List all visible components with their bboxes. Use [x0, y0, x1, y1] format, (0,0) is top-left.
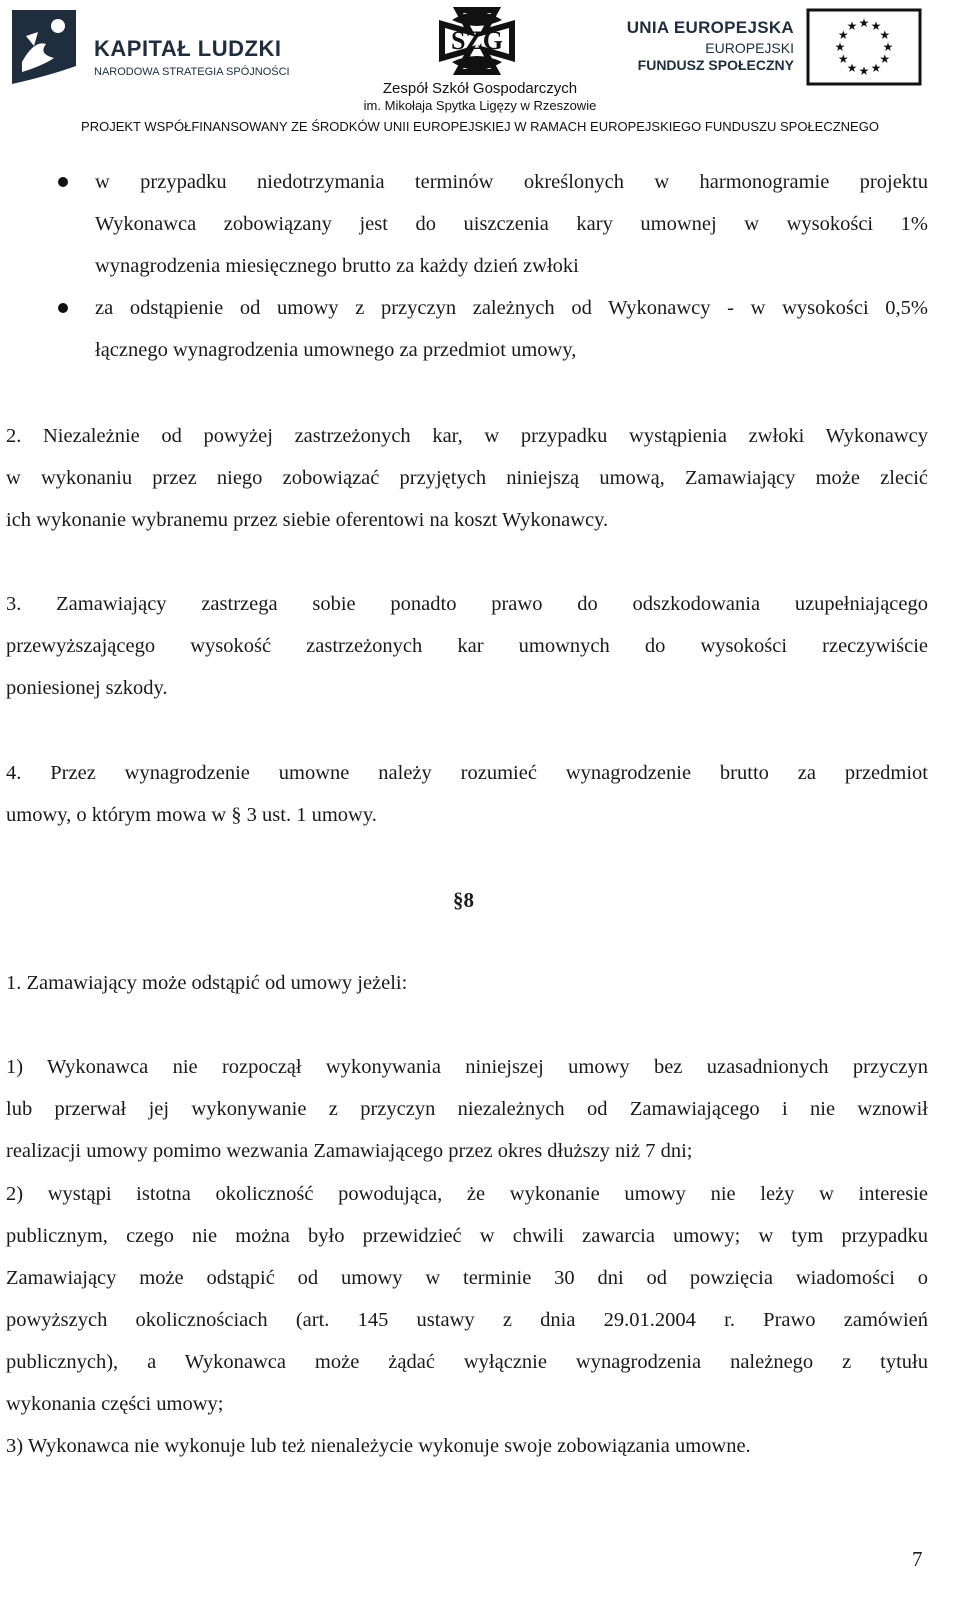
- eu-star-icon: ★: [870, 19, 882, 34]
- section-8-item-2-line-5: publicznych), a Wykonawca może żądać wyłącznie wynagrodzenia należnego z tytułu: [6, 1351, 928, 1373]
- section-8-item-2-line-2: publicznym, czego nie można było przewidzieć w chwili zawarcia umowy; w tym przypadku: [6, 1225, 928, 1247]
- section-8-item-2-line-1: 2) wystąpi istotna okoliczność powodująca, że wykonanie umowy nie leży w interesie: [6, 1183, 928, 1205]
- paragraph-4-line-2: umowy, o którym mowa w § 3 ust. 1 umowy.: [6, 804, 377, 826]
- section-8-item-2-line-4: powyższych okolicznościach (art. 145 ustawy z dnia 29.01.2004 r. Prawo zamówień: [6, 1309, 928, 1331]
- section-8-item-1-line-1: 1) Wykonawca nie rozpoczął wykonywania niniejszej umowy bez uzasadnionych przyczyn: [6, 1056, 928, 1078]
- eu-subtitle-2: FUNDUSZ SPOŁECZNY: [637, 57, 794, 73]
- eu-subtitle-1: EUROPEJSKI: [705, 40, 794, 56]
- school-patron: im. Mikołaja Spytka Ligęzy w Rzeszowie: [363, 98, 597, 113]
- eu-star-icon: ★: [834, 40, 846, 54]
- paragraph-2-line-3: ich wykonanie wybranemu przez siebie oferentowi na koszt Wykonawcy.: [6, 509, 609, 531]
- eu-star-icon: ★: [879, 28, 891, 42]
- eu-star-icon: ★: [858, 64, 870, 78]
- section-8-intro: 1. Zamawiający może odstąpić od umowy jeżeli:: [6, 972, 408, 994]
- svg-text:SZG: SZG: [450, 26, 504, 55]
- page-number: 7: [912, 1547, 923, 1571]
- school-crest-icon: [422, 2, 532, 80]
- eu-text-block: [627, 18, 794, 73]
- paragraph-4-line-1: 4. Przez wynagrodzenie umowne należy rozumieć wynagrodzenie brutto za przedmiot: [6, 762, 928, 784]
- bullet-2-line-1: za odstąpienie od umowy z przyczyn zależnych od Wykonawcy - w wysokości 0,5%: [95, 297, 928, 319]
- kapital-ludzki-logo: [8, 6, 308, 86]
- bullet-dot: [58, 177, 68, 187]
- eu-star-icon: ★: [870, 60, 882, 75]
- bullet-1-line-1: w przypadku niedotrzymania terminów określonych w harmonogramie projektu: [95, 171, 928, 193]
- section-8-item-2-line-3: Zamawiający może odstąpić od umowy w terminie 30 dni od powzięcia wiadomości o: [6, 1267, 928, 1289]
- eu-star-icon: ★: [879, 52, 891, 66]
- bullet-dot: [58, 303, 68, 313]
- eu-star-icon: ★: [837, 28, 849, 42]
- eu-logo: [626, 8, 930, 90]
- school-logo: [340, 2, 620, 114]
- section-heading: §8: [453, 888, 474, 912]
- paragraph-2-line-2: w wykonaniu przez niego zobowiązać przyjętych niniejszą umową, Zamawiający może zlecić: [6, 467, 928, 489]
- section-8-item-1-line-2: lub przerwał jej wykonywanie z przyczyn niezależnych od Zamawiającego i nie wznowił: [6, 1098, 928, 1120]
- school-name: Zespół Szkół Gospodarczych: [382, 80, 578, 97]
- paragraph-2-line-1: 2. Niezależnie od powyżej zastrzeżonych kar, w przypadku wystąpienia zwłoki Wykonawcy: [6, 425, 928, 447]
- kapital-ludzki-subtitle: NARODOWA STRATEGIA SPÓJNOŚCI: [94, 66, 290, 78]
- paragraph-3-line-2: przewyższającego wysokość zastrzeżonych kar umownych do wysokości rzeczywiście: [6, 635, 928, 657]
- bullet-1-line-3: wynagrodzenia miesięcznego brutto za każdy dzień zwłoki: [95, 255, 579, 277]
- page-header: [0, 0, 960, 140]
- section-8-item-2-line-6: wykonania części umowy;: [6, 1393, 224, 1415]
- eu-star-icon: ★: [846, 19, 858, 34]
- eu-flag-icon: [806, 8, 922, 86]
- bullet-2-line-2: łącznego wynagrodzenia umownego za przedmiot umowy,: [95, 339, 577, 361]
- section-8-item-3: 3) Wykonawca nie wykonuje lub też nienależycie wykonuje swoje zobowiązania umowne.: [6, 1435, 751, 1457]
- bullet-1-line-2: Wykonawca zobowiązany jest do uiszczenia kary umownej w wysokości 1%: [95, 213, 928, 235]
- kapital-ludzki-title: KAPITAŁ LUDZKI: [94, 36, 282, 61]
- paragraph-3-line-3: poniesionej szkody.: [6, 677, 168, 699]
- section-8-item-1-line-3: realizacji umowy pomimo wezwania Zamawiającego przez okres dłuższy niż 7 dni;: [6, 1140, 693, 1162]
- paragraph-3-line-1: 3. Zamawiający zastrzega sobie ponadto prawo do odszkodowania uzupełniającego: [6, 593, 928, 615]
- project-banner: PROJEKT WSPÓŁFINANSOWANY ZE ŚRODKÓW UNII EUROPEJSKIEJ W RAMACH EUROPEJSKIEGO FUNDUSZU SPOŁECZNEGO: [81, 119, 879, 134]
- eu-star-icon: ★: [837, 52, 849, 66]
- eu-star-icon: ★: [858, 16, 870, 30]
- eu-title: UNIA EUROPEJSKA: [626, 18, 794, 37]
- eu-star-icon: ★: [882, 40, 894, 54]
- eu-star-icon: ★: [846, 60, 858, 75]
- kapital-ludzki-emblem-icon: [8, 6, 80, 86]
